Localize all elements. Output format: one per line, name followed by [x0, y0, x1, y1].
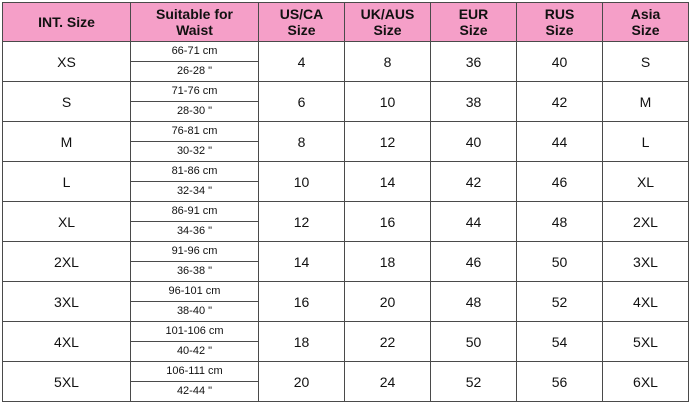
table-row [3, 322, 689, 342]
waist-cm-cell: 66-71 cm [131, 42, 259, 62]
asia-size-cell: 3XL [603, 242, 689, 282]
eur-size-cell: 38 [431, 82, 517, 122]
waist-inch-cell: 28-30 " [131, 102, 259, 122]
header-asia-size [603, 3, 689, 42]
waist-inch-cell: 26-28 " [131, 62, 259, 82]
int-size-cell: XS [3, 42, 131, 82]
waist-inch-cell: 32-34 " [131, 182, 259, 202]
us-ca-size-cell: 14 [259, 242, 345, 282]
header-rus-size [517, 3, 603, 42]
us-ca-size-cell: 10 [259, 162, 345, 202]
header-uk-aus-size [345, 3, 431, 42]
rus-size-cell: 54 [517, 322, 603, 362]
eur-size-cell: 46 [431, 242, 517, 282]
waist-cm-cell: 81-86 cm [131, 162, 259, 182]
waist-inch-cell: 38-40 " [131, 302, 259, 322]
rus-size-cell: 46 [517, 162, 603, 202]
size-table [2, 2, 689, 402]
asia-size-cell: S [603, 42, 689, 82]
header-uk-line1: UK/AUS [360, 6, 415, 22]
waist-cm-cell: 106-111 cm [131, 362, 259, 382]
int-size-cell: 5XL [3, 362, 131, 402]
header-eur-line1: EUR [458, 6, 489, 22]
header-row [3, 3, 689, 42]
int-size-cell: L [3, 162, 131, 202]
asia-size-cell: 6XL [603, 362, 689, 402]
int-size-cell: 2XL [3, 242, 131, 282]
waist-cm-cell: 86-91 cm [131, 202, 259, 222]
header-us-line2: Size [287, 22, 316, 38]
header-waist-line2: Waist [176, 22, 213, 38]
us-ca-size-cell: 16 [259, 282, 345, 322]
eur-size-cell: 48 [431, 282, 517, 322]
header-asia-line1: Asia [630, 6, 661, 22]
waist-inch-cell: 42-44 " [131, 382, 259, 402]
waist-cm-cell: 101-106 cm [131, 322, 259, 342]
asia-size-cell: XL [603, 162, 689, 202]
table-row [3, 122, 689, 142]
table-row [3, 82, 689, 102]
uk-aus-size-cell: 12 [345, 122, 431, 162]
header-eur-line2: Size [459, 22, 488, 38]
waist-inch-cell: 34-36 " [131, 222, 259, 242]
waist-inch-cell: 40-42 " [131, 342, 259, 362]
eur-size-cell: 42 [431, 162, 517, 202]
table-row [3, 282, 689, 302]
int-size-cell: S [3, 82, 131, 122]
header-rus-line2: Size [545, 22, 574, 38]
asia-size-cell: 4XL [603, 282, 689, 322]
header-us-line1: US/CA [279, 6, 324, 22]
eur-size-cell: 36 [431, 42, 517, 82]
us-ca-size-cell: 8 [259, 122, 345, 162]
uk-aus-size-cell: 24 [345, 362, 431, 402]
header-waist [131, 3, 259, 42]
int-size-cell: 4XL [3, 322, 131, 362]
eur-size-cell: 50 [431, 322, 517, 362]
header-us-ca-size [259, 3, 345, 42]
table-row [3, 42, 689, 62]
table-row [3, 362, 689, 382]
rus-size-cell: 56 [517, 362, 603, 402]
header-int-size [3, 3, 131, 42]
int-size-cell: 3XL [3, 282, 131, 322]
rus-size-cell: 48 [517, 202, 603, 242]
rus-size-cell: 44 [517, 122, 603, 162]
us-ca-size-cell: 18 [259, 322, 345, 362]
uk-aus-size-cell: 8 [345, 42, 431, 82]
us-ca-size-cell: 12 [259, 202, 345, 242]
header-uk-line2: Size [373, 22, 402, 38]
uk-aus-size-cell: 22 [345, 322, 431, 362]
waist-cm-cell: 96-101 cm [131, 282, 259, 302]
asia-size-cell: L [603, 122, 689, 162]
uk-aus-size-cell: 14 [345, 162, 431, 202]
asia-size-cell: M [603, 82, 689, 122]
int-size-cell: M [3, 122, 131, 162]
table-row [3, 202, 689, 222]
us-ca-size-cell: 4 [259, 42, 345, 82]
rus-size-cell: 42 [517, 82, 603, 122]
header-rus-line1: RUS [544, 6, 575, 22]
uk-aus-size-cell: 10 [345, 82, 431, 122]
rus-size-cell: 50 [517, 242, 603, 282]
rus-size-cell: 40 [517, 42, 603, 82]
uk-aus-size-cell: 20 [345, 282, 431, 322]
header-eur-size [431, 3, 517, 42]
waist-inch-cell: 36-38 " [131, 262, 259, 282]
uk-aus-size-cell: 18 [345, 242, 431, 282]
waist-cm-cell: 76-81 cm [131, 122, 259, 142]
eur-size-cell: 44 [431, 202, 517, 242]
int-size-cell: XL [3, 202, 131, 242]
us-ca-size-cell: 20 [259, 362, 345, 402]
asia-size-cell: 5XL [603, 322, 689, 362]
waist-inch-cell: 30-32 " [131, 142, 259, 162]
uk-aus-size-cell: 16 [345, 202, 431, 242]
header-int-size-label: INT. Size [38, 14, 95, 30]
size-table-body [3, 42, 689, 402]
eur-size-cell: 52 [431, 362, 517, 402]
eur-size-cell: 40 [431, 122, 517, 162]
table-row [3, 242, 689, 262]
us-ca-size-cell: 6 [259, 82, 345, 122]
waist-cm-cell: 91-96 cm [131, 242, 259, 262]
asia-size-cell: 2XL [603, 202, 689, 242]
rus-size-cell: 52 [517, 282, 603, 322]
table-row [3, 162, 689, 182]
header-asia-line2: Size [631, 22, 660, 38]
header-waist-line1: Suitable for [155, 6, 233, 22]
waist-cm-cell: 71-76 cm [131, 82, 259, 102]
